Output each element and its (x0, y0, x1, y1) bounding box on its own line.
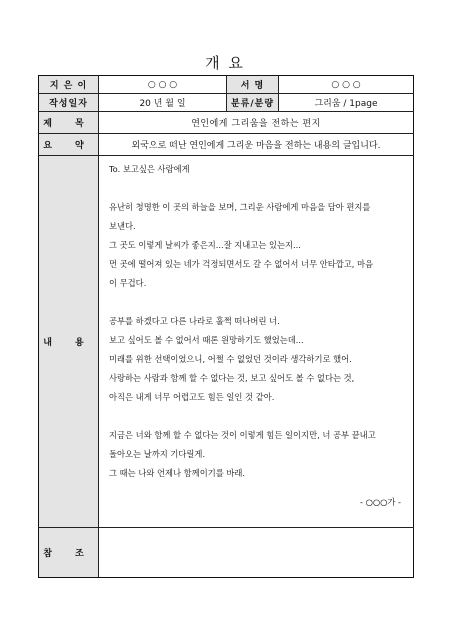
letter-line: 미래를 위한 선택이었으니, 어쩔 수 없었던 것이라 생각하기로 했어. (109, 354, 352, 364)
letter-blank-line (109, 179, 403, 198)
date-value: 20 년 월 일 (99, 94, 227, 112)
summary-label: 요 약 (39, 134, 99, 156)
content-body (99, 156, 414, 528)
letter-line: 보고 싶어도 볼 수 없어서 때론 원망하기도 했었는데... (109, 335, 304, 345)
content-label: 내 용 (39, 156, 99, 528)
letter-line: 이 무겁다. (109, 278, 147, 288)
document-title: 개 요 (205, 54, 245, 72)
letter-text (109, 160, 403, 483)
subject-label: 제 목 (39, 112, 99, 134)
letter-blank-line (109, 293, 403, 312)
letter-line: To. 보고싶은 사람에게 (109, 164, 190, 174)
letter-blank-line (109, 407, 403, 426)
reference-value (99, 528, 414, 578)
letter-line: 지금은 너와 함께 할 수 없다는 것이 이렇게 힘든 일이지만, 너 공부 끝내고 (109, 430, 376, 440)
row-author (39, 76, 414, 94)
author-value: ○ ○ ○ (99, 76, 227, 94)
letter-line: 보낸다. (109, 221, 136, 231)
signature-label: 서 명 (227, 76, 279, 94)
row-reference (39, 528, 414, 578)
letter-line: 그 곳도 이렇게 날씨가 좋은지...잘 지내고는 있는지... (109, 240, 301, 250)
summary-value: 외국으로 떠난 연인에게 그리운 마음을 전하는 내용의 글입니다. (99, 134, 414, 156)
row-content (39, 156, 414, 528)
letter-line: 돌아오는 날까지 기다릴게. (109, 449, 206, 459)
signature-value: ○ ○ ○ (279, 76, 414, 94)
row-subject (39, 112, 414, 134)
reference-label: 참 조 (39, 528, 99, 578)
letter-line: 공부를 하겠다고 다른 나라로 훌쩍 떠나버린 너. (109, 316, 280, 326)
date-label: 작성일자 (39, 94, 99, 112)
subject-value: 연인에게 그리움을 전하는 편지 (99, 112, 414, 134)
category-value: 그리움 / 1page (279, 94, 414, 112)
letter-line: 그 때는 나와 언제나 함께이기를 바래. (109, 468, 246, 478)
row-date (39, 94, 414, 112)
row-summary (39, 134, 414, 156)
letter-line: 유난히 청명한 이 곳의 하늘을 보며, 그리운 사람에게 마음을 담아 편지를 (109, 202, 371, 212)
category-label: 분류/분량 (227, 94, 279, 112)
letter-line: 사랑하는 사람과 함께 할 수 없다는 것, 보고 싶어도 볼 수 없다는 것, (109, 373, 355, 383)
letter-line: 아직은 내게 너무 어렵고도 힘든 일인 것 같아. (109, 392, 275, 402)
author-label: 지 은 이 (39, 76, 99, 94)
letter-signature: - ○○○가 - (360, 497, 401, 507)
letter-line: 먼 곳에 떨어져 있는 네가 걱정되면서도 갈 수 없어서 너무 안타깝고, 마음 (109, 259, 374, 269)
summary-form-table (38, 75, 414, 578)
